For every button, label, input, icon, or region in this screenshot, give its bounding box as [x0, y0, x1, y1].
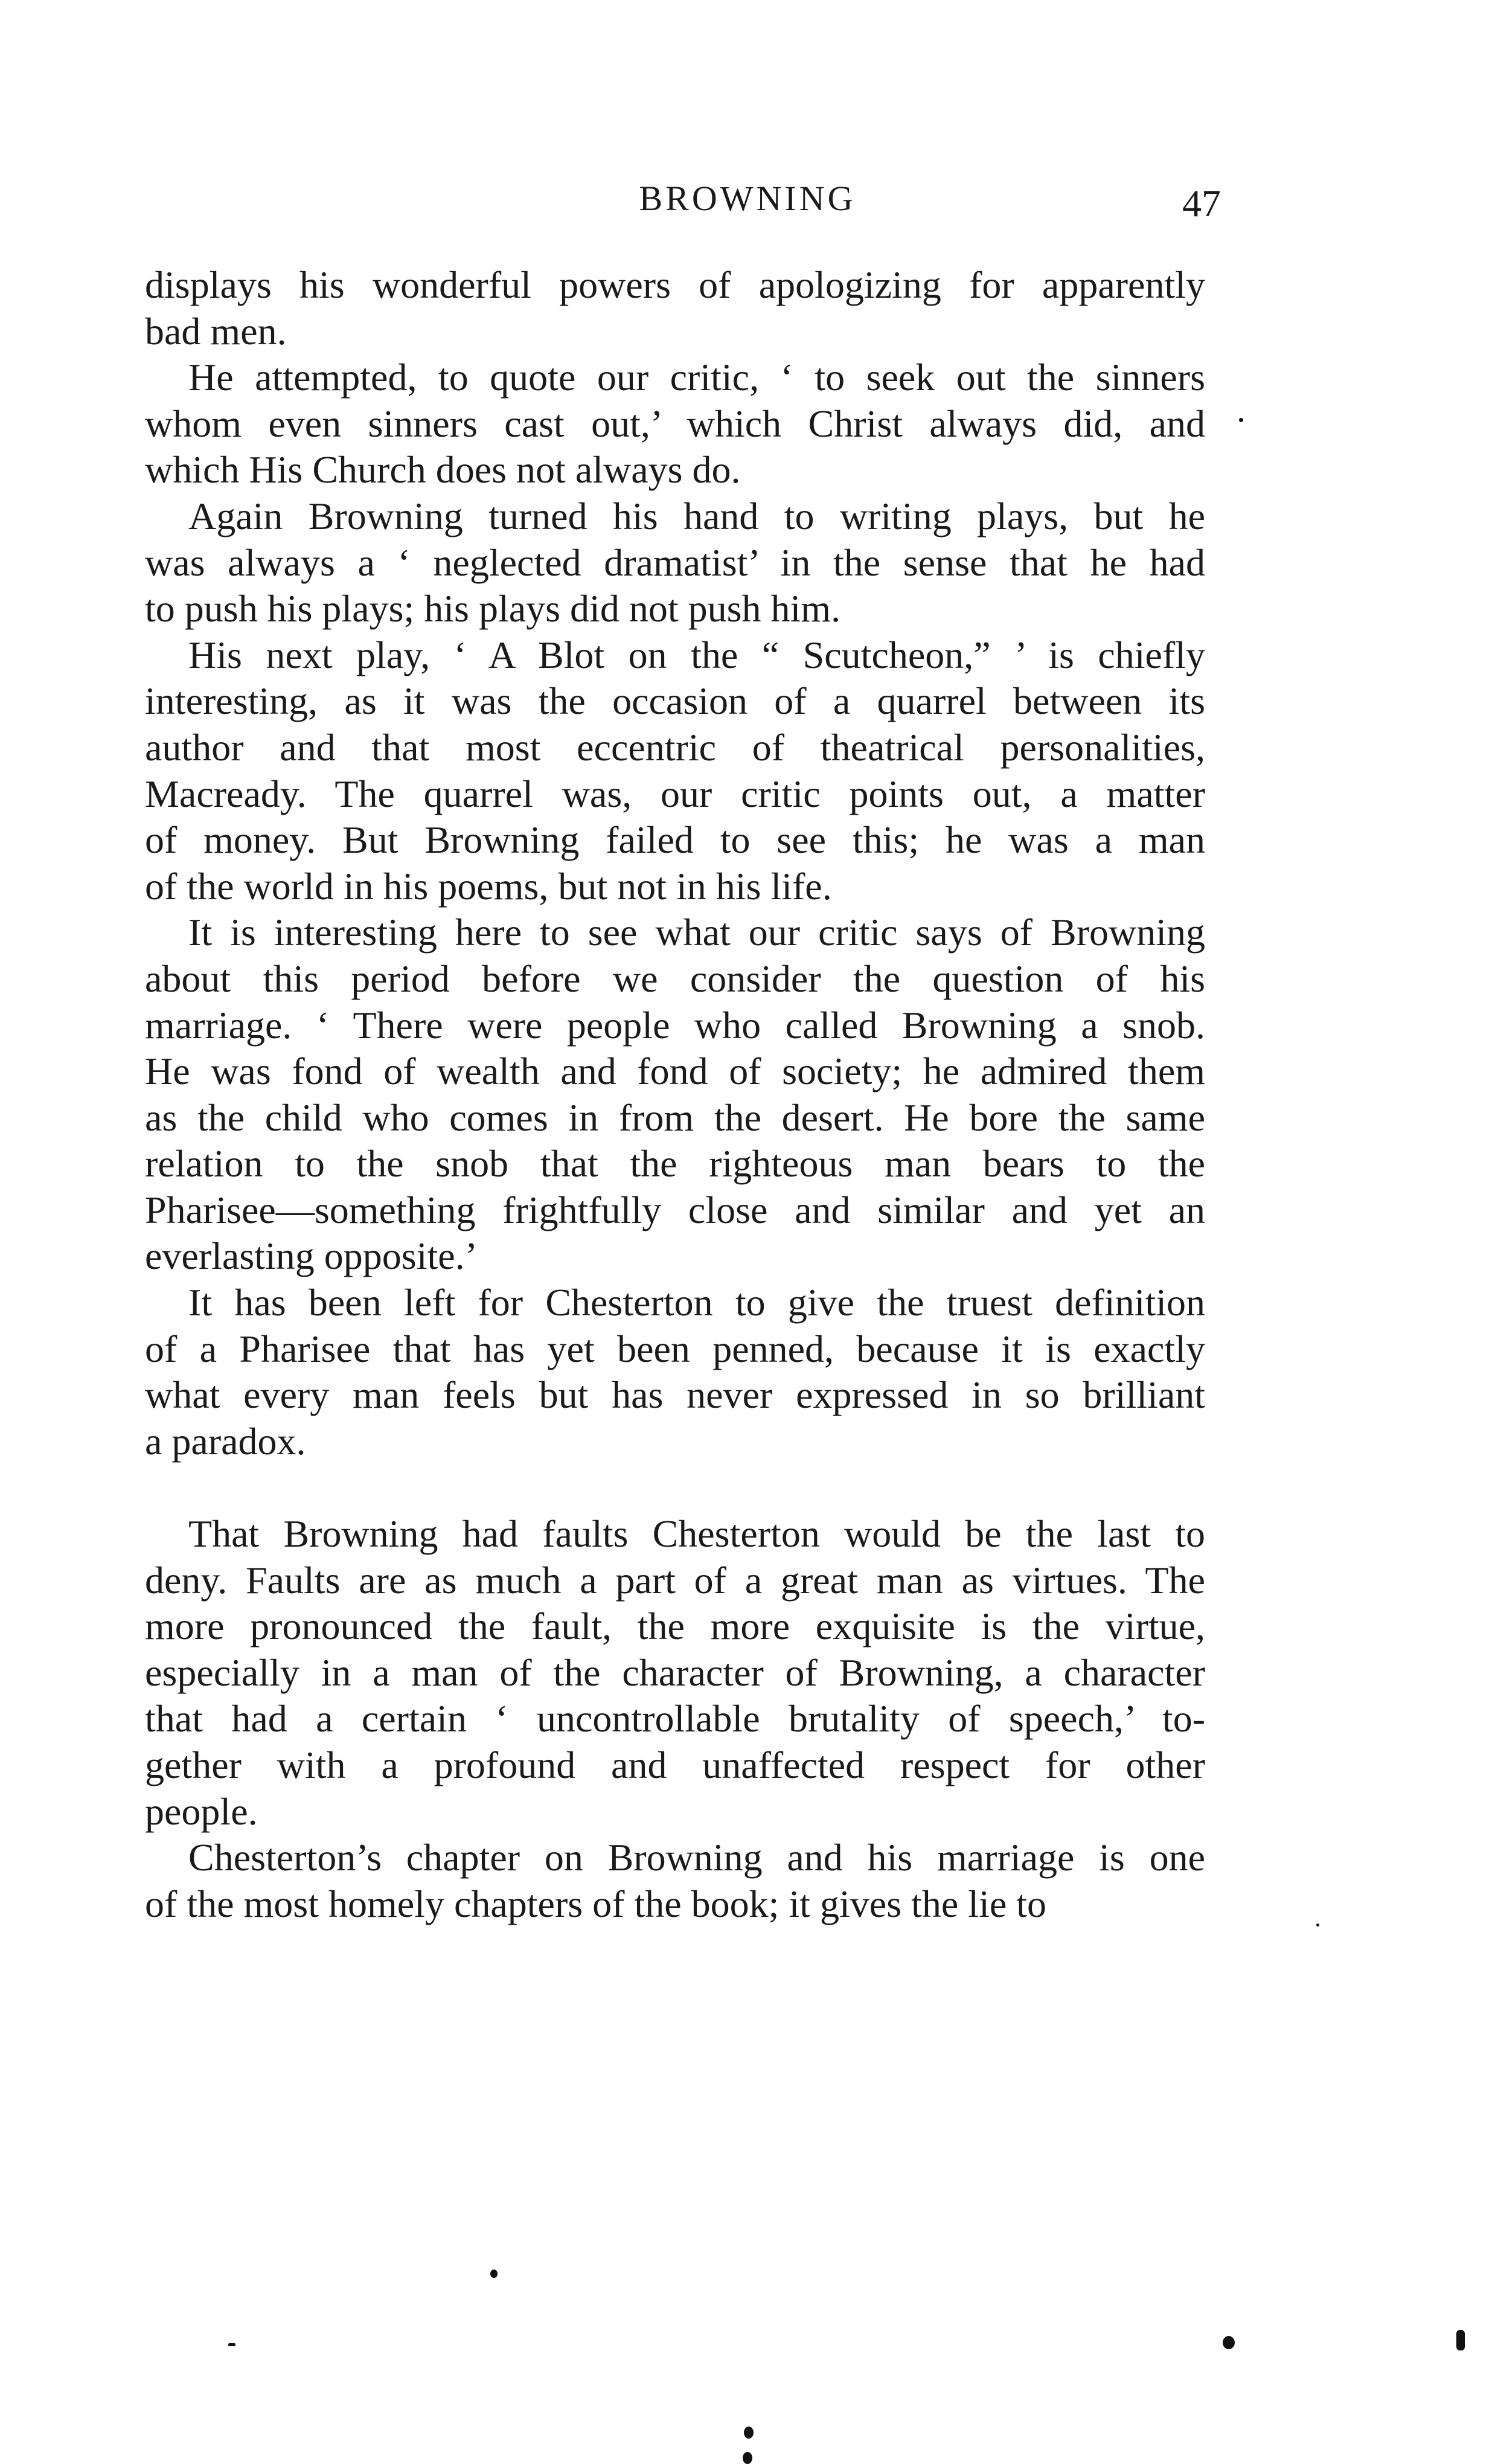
text-line: bad men.: [145, 309, 287, 353]
text-line: of money. But Browning failed to see this; he was a man: [145, 818, 1205, 862]
stray-mark: [1239, 418, 1243, 422]
text-line: It has been left for Chesterton to give the truest definition: [188, 1281, 1205, 1324]
text-line: Chesterton’s chapter on Browning and his marriage is one: [188, 1836, 1205, 1879]
text-line: that had a certain ‘ uncontrollable brutality of speech,’ to-: [145, 1697, 1205, 1741]
stray-mark: [228, 2343, 235, 2346]
text-line: of a Pharisee that has yet been penned, because it is exactly: [145, 1327, 1205, 1370]
text-line: gether with a profound and unaffected respect for other: [145, 1744, 1205, 1786]
text-line: to push his plays; his plays did not push him.: [145, 587, 841, 630]
text-line: more pronounced the fault, the more exquisite is the virtue,: [145, 1605, 1205, 1648]
text-line: of the world in his poems, but not in his life.: [145, 864, 832, 908]
text-line: people.: [145, 1789, 258, 1833]
stray-mark: [1456, 2330, 1465, 2350]
page-number: 47: [1182, 182, 1221, 225]
text-line: was always a ‘ neglected dramatist’ in the sense that he had: [145, 541, 1205, 584]
stray-mark: [490, 2270, 498, 2278]
text-line: It is interesting here to see what our critic says of Browning: [188, 911, 1205, 954]
stray-mark: [743, 2452, 752, 2464]
stray-mark: [1223, 2336, 1235, 2349]
running-head: BROWNING: [639, 179, 856, 218]
text-line: That Browning had faults Chesterton would be the last to: [188, 1512, 1205, 1556]
text-line: everlasting opposite.’: [145, 1234, 478, 1278]
body-text: [145, 262, 1205, 1927]
text-line: as the child who comes in from the desert. He bore the same: [145, 1096, 1205, 1139]
text-line: relation to the snob that the righteous man bears to the: [145, 1142, 1205, 1185]
text-line: He attempted, to quote our critic, ‘ to seek out the sinners: [188, 356, 1205, 399]
text-line: which His Church does not always do.: [145, 448, 741, 492]
text-line: about this period before we consider the question of his: [145, 957, 1205, 1000]
text-line: especially in a man of the character of Browning, a character: [145, 1651, 1205, 1694]
text-line: marriage. ‘ There were people who called Browning a snob.: [145, 1003, 1205, 1047]
text-line: deny. Faults are as much a part of a great man as virtues. The: [145, 1558, 1205, 1602]
text-line: His next play, ‘ A Blot on the “ Scutcheon,” ’ is chiefly: [188, 633, 1205, 676]
text-line: whom even sinners cast out,’ which Christ always did, and: [145, 402, 1205, 445]
text-line: He was fond of wealth and fond of society; he admired them: [145, 1050, 1205, 1093]
text-line: what every man feels but has never expressed in so brilliant: [145, 1373, 1205, 1417]
paragraph-break: [145, 1465, 1205, 1511]
text-line: interesting, as it was the occasion of a quarrel between its: [145, 679, 1205, 723]
text-line: author and that most eccentric of theatrical personalities,: [145, 725, 1205, 769]
text-line: displays his wonderful powers of apologizing for apparently: [145, 263, 1205, 306]
text-line: a paradox.: [145, 1419, 306, 1463]
stray-mark: [1316, 1923, 1319, 1927]
text-line: of the most homely chapters of the book; it gives the lie to: [145, 1882, 1047, 1925]
text-line: Macready. The quarrel was, our critic points out, a matter: [145, 772, 1205, 815]
text-line: Pharisee—something frightfully close and similar and yet an: [145, 1188, 1205, 1231]
text-line: Again Browning turned his hand to writing plays, but he: [188, 494, 1205, 537]
stray-mark: [744, 2427, 754, 2439]
